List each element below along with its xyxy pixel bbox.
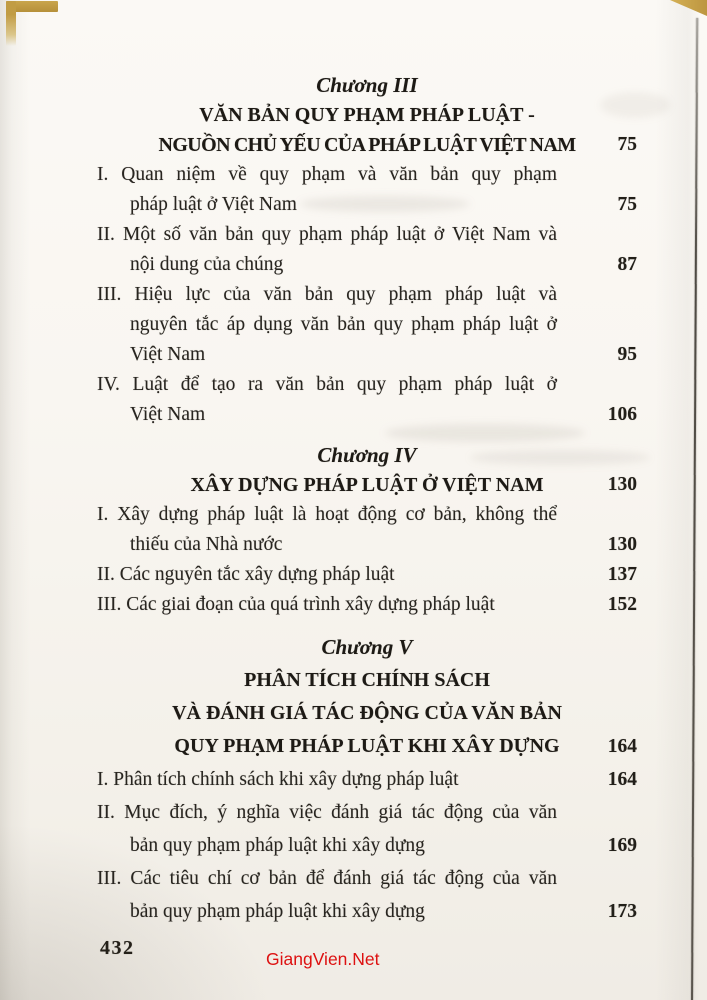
scan-artifact-gold-corner-top-left-stem: [6, 1, 16, 46]
chapter-title-line: [97, 470, 637, 500]
toc-entry-line: [97, 190, 637, 220]
toc-entry-line: II. Một số văn bản quy phạm pháp luật ở Việt Nam và: [97, 224, 557, 245]
page-number-footer: 432: [100, 937, 135, 959]
toc-page-number: 75: [617, 194, 637, 215]
toc-entry-line: nguyên tắc áp dụng văn bản quy phạm pháp luật ở: [130, 314, 557, 335]
chapter-title-line: VĂN BẢN QUY PHẠM PHÁP LUẬT -: [199, 104, 535, 126]
toc-entry-text: I. Phân tích chính sách khi xây dựng pháp luật: [97, 769, 459, 790]
toc-entry-text: nội dung của chúng: [130, 254, 284, 275]
toc-page-number: 137: [607, 564, 637, 585]
chapter-label: Chương III: [316, 73, 418, 97]
toc-page-number: 173: [607, 901, 637, 922]
chapter-title-line: [97, 130, 637, 160]
chapter-title-text: XÂY DỰNG PHÁP LUẬT Ở VIỆT NAM: [190, 474, 544, 496]
chapter-title-text: QUY PHẠM PHÁP LUẬT KHI XÂY DỰNG: [174, 735, 560, 757]
toc-entry-line: III. Hiệu lực của văn bản quy phạm pháp luật và: [97, 284, 557, 305]
toc-entry-text: bản quy phạm pháp luật khi xây dựng: [130, 835, 425, 856]
toc-page-number: 106: [607, 404, 637, 425]
toc-entry-text: III. Các giai đoạn của quá trình xây dựng pháp luật: [97, 594, 495, 615]
toc-entry-text: Việt Nam: [130, 344, 206, 365]
toc-page-number: 130: [607, 474, 637, 495]
toc-entry-line: I. Xây dựng pháp luật là hoạt động cơ bản, không thể: [97, 504, 557, 525]
page-edge-line: [691, 18, 698, 1000]
toc-entry-line: I. Quan niệm về quy phạm và văn bản quy phạm: [97, 164, 557, 185]
toc-page-number: 164: [607, 736, 637, 757]
toc-entry-line: [97, 530, 637, 560]
toc-chapter-iv: [97, 440, 637, 620]
toc-entry-line: [97, 590, 637, 620]
chapter-title-line: VÀ ĐÁNH GIÁ TÁC ĐỘNG CỦA VĂN BẢN: [172, 702, 562, 724]
toc-page-number: 164: [607, 769, 637, 790]
toc-entry-text: II. Các nguyên tắc xây dựng pháp luật: [97, 564, 395, 585]
toc-chapter-v: [97, 631, 637, 928]
chapter-title-line: [97, 730, 637, 763]
toc-entry-text: pháp luật ở Việt Nam: [130, 194, 297, 215]
toc-entry-line: [97, 829, 637, 862]
toc-entry-line: [97, 340, 637, 370]
toc-entry-line: III. Các tiêu chí cơ bản để đánh giá tác động của văn: [97, 868, 557, 889]
toc-entry-text: thiếu của Nhà nước: [130, 534, 283, 555]
chapter-label: Chương IV: [317, 443, 417, 467]
chapter-label: Chương V: [321, 635, 413, 659]
toc-page-number: 169: [607, 835, 637, 856]
toc-entry-line: [97, 560, 637, 590]
toc-entry-text: bản quy phạm pháp luật khi xây dựng: [130, 901, 425, 922]
toc-page-number: 87: [617, 254, 637, 275]
toc-chapter-iii: [97, 70, 637, 430]
toc-entry-line: [97, 400, 637, 430]
toc-entry-text: Việt Nam: [130, 404, 206, 425]
toc-page-number: 152: [607, 594, 637, 615]
chapter-title-line: PHÂN TÍCH CHÍNH SÁCH: [244, 669, 490, 691]
scan-artifact-gold-corner-top-right: [670, 0, 707, 16]
chapter-title-text: NGUỒN CHỦ YẾU CỦA PHÁP LUẬT VIỆT NAM: [158, 134, 576, 156]
toc-page-number: 75: [617, 134, 637, 155]
watermark: GiangVien.Net: [266, 949, 380, 969]
toc-entry-line: [97, 895, 637, 928]
toc-page-number: 95: [617, 344, 637, 365]
toc-entry-line: IV. Luật để tạo ra văn bản quy phạm pháp luật ở: [97, 374, 557, 395]
toc-page-number: 130: [607, 534, 637, 555]
toc-entry-line: [97, 763, 637, 796]
toc-entry-line: II. Mục đích, ý nghĩa việc đánh giá tác động của văn: [97, 802, 557, 823]
toc-entry-line: [97, 250, 637, 280]
